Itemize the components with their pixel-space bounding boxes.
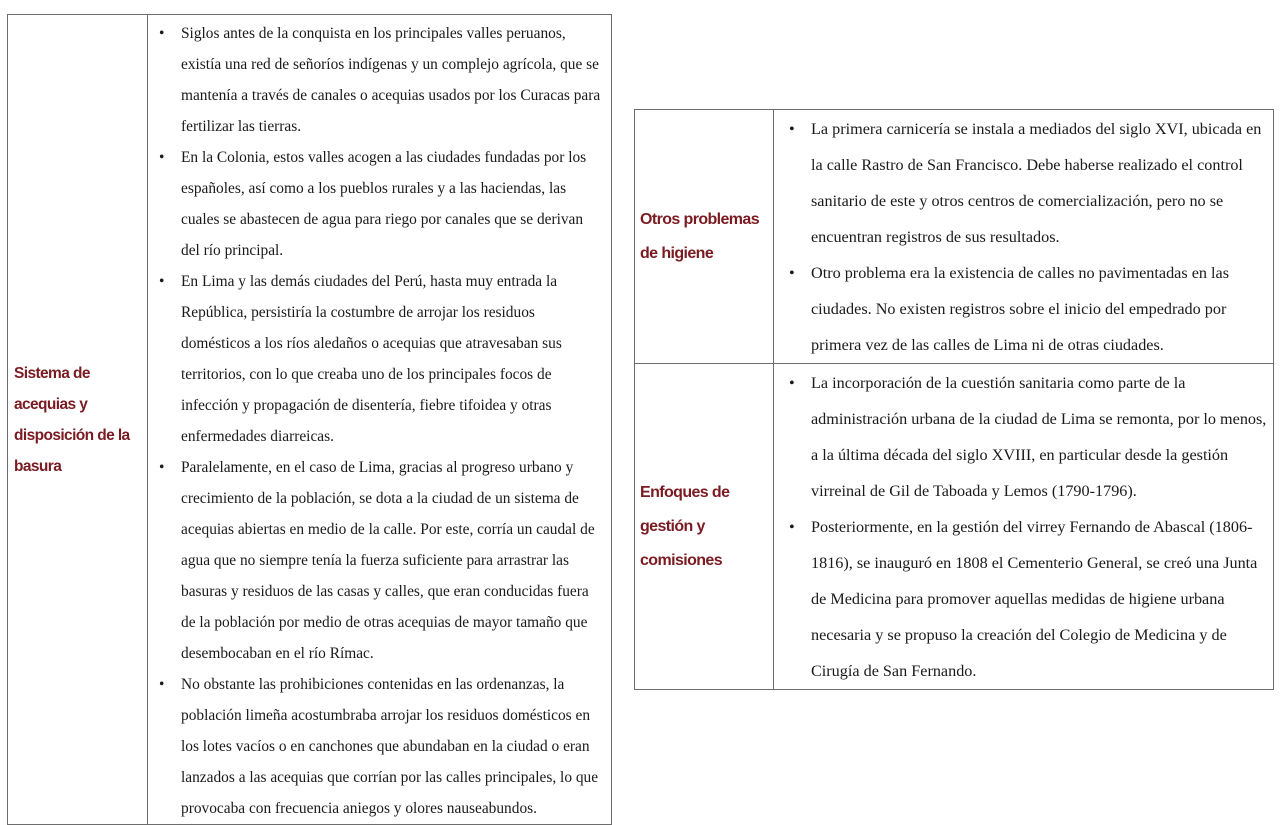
bullet-item: • La primera carnicería se instala a mediados del siglo XVI, ubicada en la calle Rastro de San Francisco. Debe haberse realizado el control sanitario de este y otros centros de comercialización, pero no se encuentran registros de sus resultados. — [811, 111, 1267, 255]
row-label: Enfoques de gestión y comisiones — [640, 483, 730, 569]
bullet-item: • La incorporación de la cuestión sanitaria como parte de la administración urbana de la ciudad de Lima se remonta, por lo menos, a la última década del siglo XVIII, en particular desde la gestión virreinal de Gil de Taboada y Lemos (1790-1796). — [811, 365, 1267, 509]
table-row — [8, 15, 612, 825]
row-label-cell — [8, 15, 148, 825]
row-content-cell — [774, 364, 1274, 690]
bullet-list — [181, 18, 605, 824]
bullet-item: • En Lima y las demás ciudades del Perú, hasta muy entrada la República, persistiría la costumbre de arrojar los residuos domésticos a los ríos aledaños o acequias que atravesaban sus territorios, con lo que creaba uno de los principales focos de infección y propagación de disentería, fiebre tifoidea y otras enfermedades diarreicas. — [181, 266, 605, 452]
bullet-item: • Posteriormente, en la gestión del virrey Fernando de Abascal (1806-1816), se inauguró en 1808 el Cementerio General, se creó una Junta de Medicina para promover aquellas medidas de higiene urbana necesaria y se propuso la creación del Colegio de Medicina y de Cirugía de San Fernando. — [811, 509, 1267, 689]
row-content-cell — [774, 110, 1274, 364]
bullet-item: • En la Colonia, estos valles acogen a las ciudades fundadas por los españoles, así como a los pueblos rurales y a las haciendas, las cuales se abastecen de agua para riego por canales que se derivan del río principal. — [181, 142, 605, 266]
row-label: Sistema de acequias y disposición de la basura — [14, 364, 130, 475]
row-label: Otros problemas de higiene — [640, 210, 760, 262]
row-label-cell — [635, 110, 774, 364]
right-table — [634, 109, 1274, 690]
table-row — [635, 364, 1274, 690]
row-content-cell — [148, 15, 612, 825]
table-row — [635, 110, 1274, 364]
bullet-list — [811, 111, 1267, 363]
bullet-item: • No obstante las prohibiciones contenidas en las ordenanzas, la población limeña acostumbraba arrojar los residuos domésticos en los lotes vacíos o en canchones que abundaban en la ciudad o eran lanzados a las acequias que corrían por las calles principales, lo que provocaba con frecuencia aniegos y olores nauseabundos. — [181, 669, 605, 824]
row-label-cell — [635, 364, 774, 690]
left-table — [7, 14, 612, 825]
bullet-item: • Otro problema era la existencia de calles no pavimentadas en las ciudades. No existen registros sobre el inicio del empedrado por primera vez de las calles de Lima ni de otras ciudades. — [811, 255, 1267, 363]
bullet-item: • Paralelamente, en el caso de Lima, gracias al progreso urbano y crecimiento de la población, se dota a la ciudad de un sistema de acequias abiertas en medio de la calle. Por este, corría un caudal de agua que no siempre tenía la fuerza suficiente para arrastrar las basuras y residuos de las casas y calles, que eran conducidas fuera de la población por medio de otras acequias de mayor tamaño que desembocaban en el río Rímac. — [181, 452, 605, 669]
bullet-list — [811, 365, 1267, 689]
bullet-item: • Siglos antes de la conquista en los principales valles peruanos, existía una red de señoríos indígenas y un complejo agrícola, que se mantenía a través de canales o acequias usados por los Curacas para fertilizar las tierras. — [181, 18, 605, 142]
